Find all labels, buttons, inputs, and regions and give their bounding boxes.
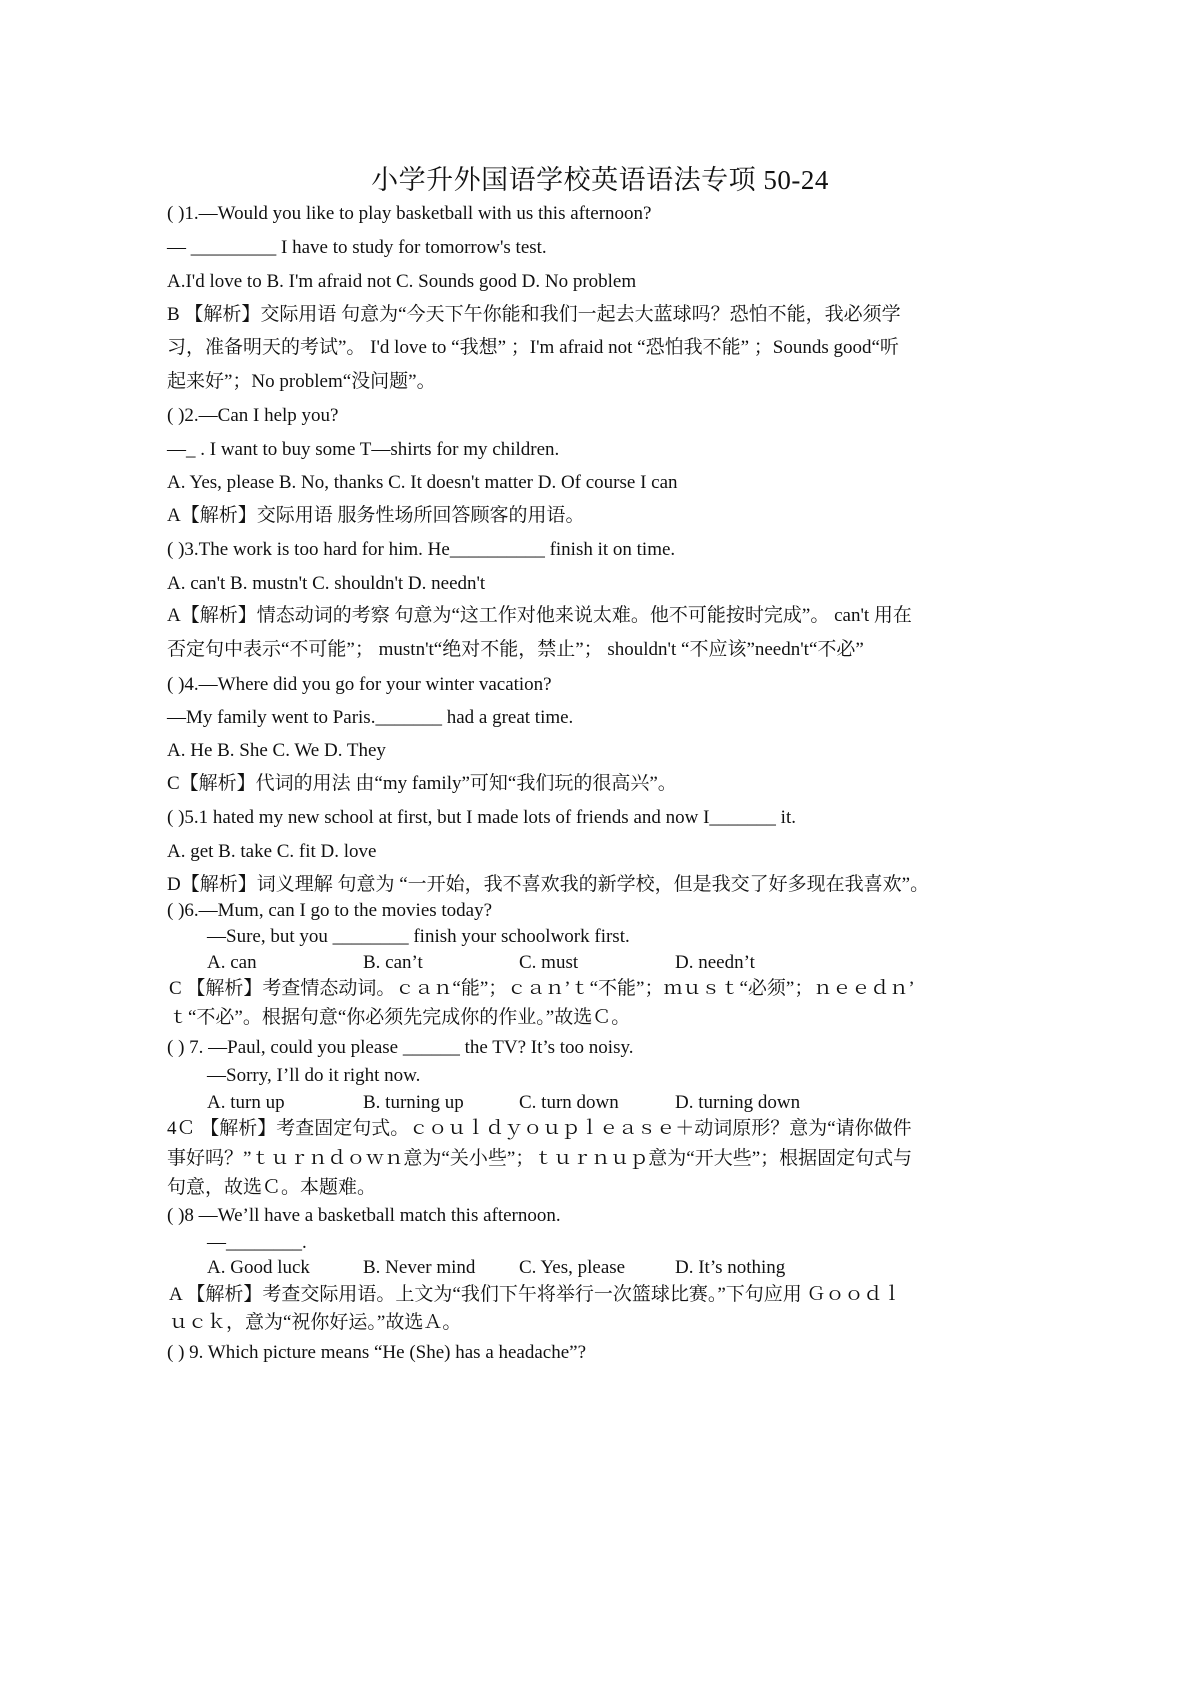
answer-1-line-3: 起来好”；No problem“没问题”。 bbox=[167, 371, 436, 392]
answer-3-line-1: A【解析】情态动词的考察 句意为“这工作对他来说太难。他不可能按时完成”。 can't 用在 bbox=[167, 605, 912, 626]
answer-3-line-2: 否定句中表示“不可能”； mustn't“绝对不能，禁止”； shouldn't “不应该”needn't“不必” bbox=[167, 639, 864, 660]
question-6-reply: —Sure, but you ________ finish your schoolwork first. bbox=[207, 926, 630, 947]
answer-7-line-3: 句意，故选Ｃ。本题难。 bbox=[167, 1177, 377, 1198]
page-title: 小学升外国语学校英语语法专项 50-24 bbox=[371, 165, 829, 195]
question-1: ( )1.—Would you like to play basketball with us this afternoon? bbox=[167, 203, 652, 224]
question-4: ( )4.—Where did you go for your winter vacation? bbox=[167, 674, 552, 695]
question-2-options: A. Yes, please B. No, thanks C. It doesn't matter D. Of course I can bbox=[167, 472, 678, 493]
question-2-reply: —_ . I want to buy some T—shirts for my children. bbox=[167, 439, 560, 460]
question-7-options bbox=[207, 1092, 800, 1115]
question-6-options bbox=[207, 952, 755, 975]
question-8-reply: —________. bbox=[207, 1232, 307, 1253]
answer-1-line-1: B 【解析】交际用语 句意为“今天下午你能和我们一起去大蓝球吗？恐怕不能，我必须学 bbox=[167, 304, 901, 325]
question-7-reply: —Sorry, I’ll do it right now. bbox=[207, 1065, 421, 1086]
question-4-options: A. He B. She C. We D. They bbox=[167, 740, 386, 761]
option-a: A. can bbox=[207, 952, 257, 973]
question-3: ( )3.The work is too hard for him. He__________ finish it on time. bbox=[167, 539, 676, 560]
question-8: ( )8 —We’ll have a basketball match this afternoon. bbox=[167, 1205, 561, 1226]
option-c: C. turn down bbox=[519, 1092, 619, 1113]
option-c: C. Yes, please bbox=[519, 1257, 626, 1278]
question-7: ( ) 7. —Paul, could you please ______ the TV? It’s too noisy. bbox=[167, 1037, 634, 1058]
question-2: ( )2.—Can I help you? bbox=[167, 405, 339, 426]
answer-6-line-2: ｔ“不必”。根据句意“你必须先完成你的作业。”故选Ｃ。 bbox=[169, 1007, 631, 1028]
question-1-reply: — _________ I have to study for tomorrow's test. bbox=[167, 237, 547, 258]
answer-6-line-1: C 【解析】考查情态动词。ｃａｎ“能”；ｃａｎ’ｔ“不能”；ｍｕｓｔ“必须”；ｎｅｅｄｎ’ bbox=[169, 978, 915, 999]
answer-4: C【解析】代词的用法 由“my family”可知“我们玩的很高兴”。 bbox=[167, 773, 677, 794]
option-b: B. can’t bbox=[363, 952, 423, 973]
question-9: ( ) 9. Which picture means “He (She) has a headache”? bbox=[167, 1342, 587, 1363]
question-1-options: A.I'd love to B. I'm afraid not C. Sounds good D. No problem bbox=[167, 271, 637, 292]
answer-8-line-1: A 【解析】考查交际用语。上文为“我们下午将举行一次篮球比赛。”下句应用 Ｇｏｏｄｌ bbox=[169, 1284, 902, 1305]
answer-7-line-1: 4Ｃ 【解析】考查固定句式。ｃｏｕｌｄｙｏｕｐｌｅａｓｅ＋动词原形？意为“请你做件 bbox=[167, 1118, 912, 1139]
question-5-options: A. get B. take C. fit D. love bbox=[167, 841, 377, 862]
question-5: ( )5.1 hated my new school at first, but I made lots of friends and now I_______ it. bbox=[167, 807, 796, 828]
answer-5: D【解析】词义理解 句意为 “一开始，我不喜欢我的新学校，但是我交了好多现在我喜欢”。 bbox=[167, 874, 930, 895]
question-6: ( )6.—Mum, can I go to the movies today? bbox=[167, 900, 493, 921]
option-d: D. turning down bbox=[675, 1092, 801, 1113]
answer-7-line-2: 事好吗？”ｔｕｒｎｄｏｗｎ意为“关小些”；ｔｕｒｎｕｐ意为“开大些”；根据固定句式与 bbox=[167, 1148, 913, 1169]
option-a: A. Good luck bbox=[207, 1257, 310, 1278]
option-b: B. Never mind bbox=[363, 1257, 476, 1278]
option-b: B. turning up bbox=[363, 1092, 464, 1113]
question-3-options: A. can't B. mustn't C. shouldn't D. needn't bbox=[167, 573, 486, 594]
answer-1-line-2: 习，准备明天的考试”。 I'd love to “我想” ；I'm afraid not “恐怕我不能” ；Sounds good“听 bbox=[167, 337, 899, 358]
question-4-reply: —My family went to Paris._______ had a great time. bbox=[167, 707, 574, 728]
question-8-options bbox=[207, 1257, 785, 1280]
option-d: D. needn’t bbox=[675, 952, 755, 973]
option-a: A. turn up bbox=[207, 1092, 285, 1113]
answer-8-line-2: ｕｃｋ，意为“祝你好运。”故选Ａ。 bbox=[169, 1312, 462, 1333]
option-d: D. It’s nothing bbox=[675, 1257, 786, 1278]
answer-2: A【解析】交际用语 服务性场所回答顾客的用语。 bbox=[167, 505, 585, 526]
option-c: C. must bbox=[519, 952, 579, 973]
